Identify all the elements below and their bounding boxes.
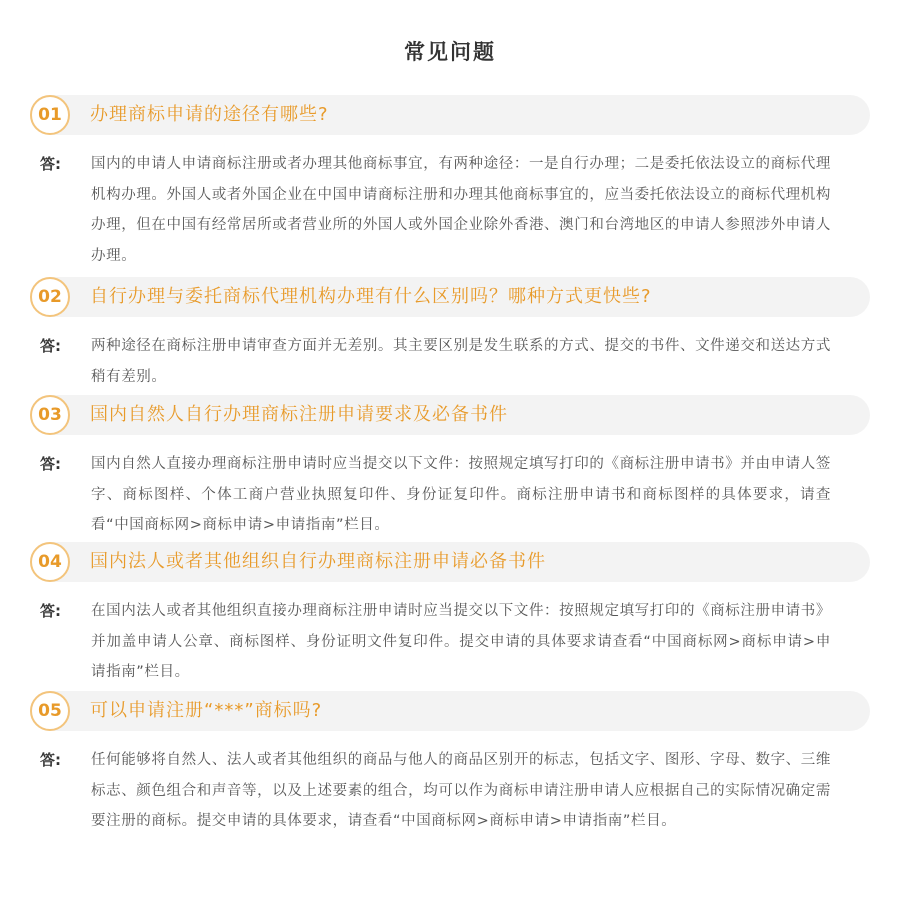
question-bar [30,277,870,317]
question-bar [30,691,870,731]
answer-label: 答: [40,155,61,173]
answer-block [30,596,870,688]
question-number-badge: 04 [30,542,70,582]
question-text: 可以申请注册“***”商标吗? [90,700,323,721]
question-number-badge: 01 [30,95,70,135]
answer-text: 国内的申请人申请商标注册或者办理其他商标事宜，有两种途径：一是自行办理；二是委托依法设立的商标代理机构办理。外国人或者外国企业在中国申请商标注册和办理其他商标事宜的，应当委托依法设立的商标代理机构办理，但在中国有经常居所或者营业所的外国人或外国企业除外香港、澳门和台湾地区的申请人参照涉外申请人办理。 [91,156,831,264]
question-text: 国内自然人自行办理商标注册申请要求及必备书件 [90,404,508,425]
answer-label: 答: [40,602,61,620]
question-bar [30,542,870,582]
faq-item-2 [30,277,870,392]
question-bar [30,395,870,435]
page-title: 常见问题 [404,40,496,64]
answer-block [30,449,870,541]
faq-item-1 [30,95,870,271]
question-number-badge: 03 [30,395,70,435]
faq-item-3 [30,395,870,541]
answer-block [30,331,870,392]
faq-item-4 [30,542,870,688]
answer-text: 国内自然人直接办理商标注册申请时应当提交以下文件：按照规定填写打印的《商标注册申请书》并由申请人签字、商标图样、个体工商户营业执照复印件、身份证复印件。商标注册申请书和商标图样的具体要求，请查看“中国商标网>商标申请>申请指南”栏目。 [91,456,831,533]
faq-item-5 [30,691,870,837]
question-text: 自行办理与委托商标代理机构办理有什么区别吗？哪种方式更快些? [90,286,652,307]
answer-text: 任何能够将自然人、法人或者其他组织的商品与他人的商品区别开的标志，包括文字、图形、字母、数字、三维标志、颜色组合和声音等，以及上述要素的组合，均可以作为商标申请注册申请人应根据自己的实际情况确定需要注册的商标。提交申请的具体要求，请查看“中国商标网>商标申请>申请指南”栏目。 [91,752,831,829]
answer-block [30,745,870,837]
answer-block [30,149,870,271]
answer-label: 答: [40,337,61,355]
answer-text: 两种途径在商标注册申请审查方面并无差别。其主要区别是发生联系的方式、提交的书件、文件递交和送达方式稍有差别。 [91,338,831,385]
question-number-badge: 05 [30,691,70,731]
question-bar [30,95,870,135]
answer-label: 答: [40,455,61,473]
question-text: 国内法人或者其他组织自行办理商标注册申请必备书件 [90,551,546,572]
answer-label: 答: [40,751,61,769]
question-text: 办理商标申请的途径有哪些? [90,104,329,125]
question-number-badge: 02 [30,277,70,317]
answer-text: 在国内法人或者其他组织直接办理商标注册申请时应当提交以下文件：按照规定填写打印的《商标注册申请书》并加盖申请人公章、商标图样、身份证明文件复印件。提交申请的具体要求请查看“中国商标网>商标申请>申请指南”栏目。 [91,603,831,680]
